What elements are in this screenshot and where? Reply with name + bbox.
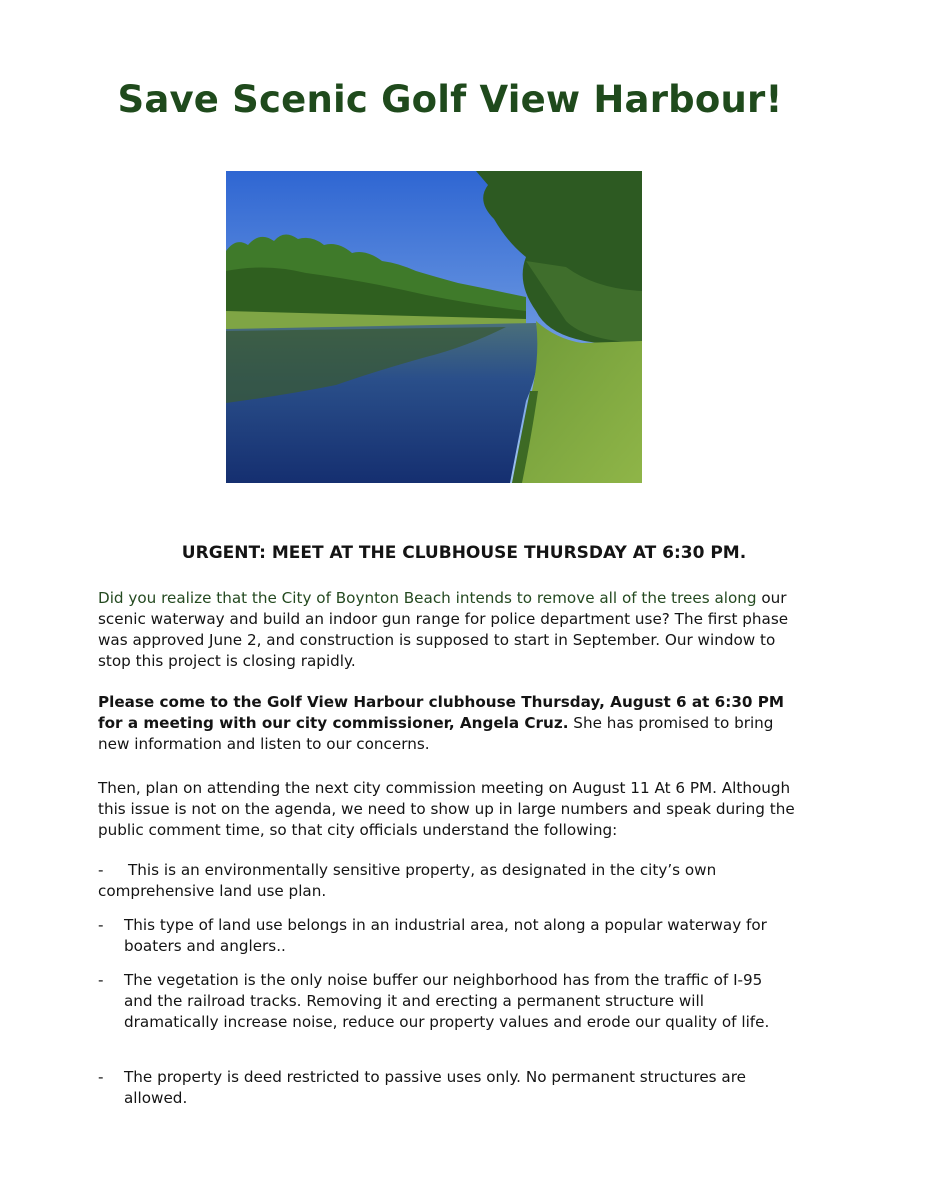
intro-paragraph — [98, 588, 798, 672]
bullet-item — [98, 1067, 778, 1109]
waterway-photo — [226, 171, 642, 483]
intro-rest: our scenic waterway and build an indoor gun range for police department use? The first phase was approved June 2, and construction is supposed to start in September. Our window to stop this project is closing rapidly. — [98, 589, 789, 670]
bullet-text: The vegetation is the only noise buffer our neighborhood has from the traffic of I-95 and the railroad tracks. Removing it and erecting a permanent structure will dramatically increase noise, reduce our property values and erode our quality of life. — [124, 971, 770, 1031]
meeting-bold-text: Please come to the Golf View Harbour clubhouse Thursday, August 6 at 6:30 PM for a meeting with our city commissioner, Angela Cruz. — [98, 693, 784, 732]
waterway-photo-illustration — [226, 171, 642, 483]
bullet-item — [98, 860, 778, 902]
bullet-dash: - — [98, 971, 104, 989]
bullet-dash: - — [98, 916, 104, 934]
commission-paragraph: Then, plan on attending the next city commission meeting on August 11 At 6 PM. Although this issue is not on the agenda, we need to show up in large numbers and speak during the public comment time, so that city officials understand the following: — [98, 779, 795, 839]
bullet-item — [98, 970, 778, 1033]
page-title: Save Scenic Golf View Harbour! — [117, 78, 783, 121]
bullet-dash: - — [98, 861, 104, 879]
meeting-paragraph — [98, 692, 798, 755]
bullet-text: The property is deed restricted to passive uses only. No permanent structures are allowed. — [124, 1068, 746, 1107]
meeting-normal-text: She has promised to bring new information and listen to our concerns. — [98, 714, 774, 753]
bullet-text: This is an environmentally sensitive property, as designated in the city’s own comprehensive land use plan. — [98, 861, 717, 900]
bullet-dash: - — [98, 1068, 104, 1086]
urgent-heading: URGENT: MEET AT THE CLUBHOUSE THURSDAY AT 6:30 PM. — [181, 543, 747, 563]
bullet-text: This type of land use belongs in an industrial area, not along a popular waterway for boaters and anglers.. — [124, 916, 767, 955]
bullet-item — [98, 915, 778, 957]
intro-first-line: Did you realize that the City of Boynton Beach intends to remove all of the trees along — [98, 589, 757, 607]
